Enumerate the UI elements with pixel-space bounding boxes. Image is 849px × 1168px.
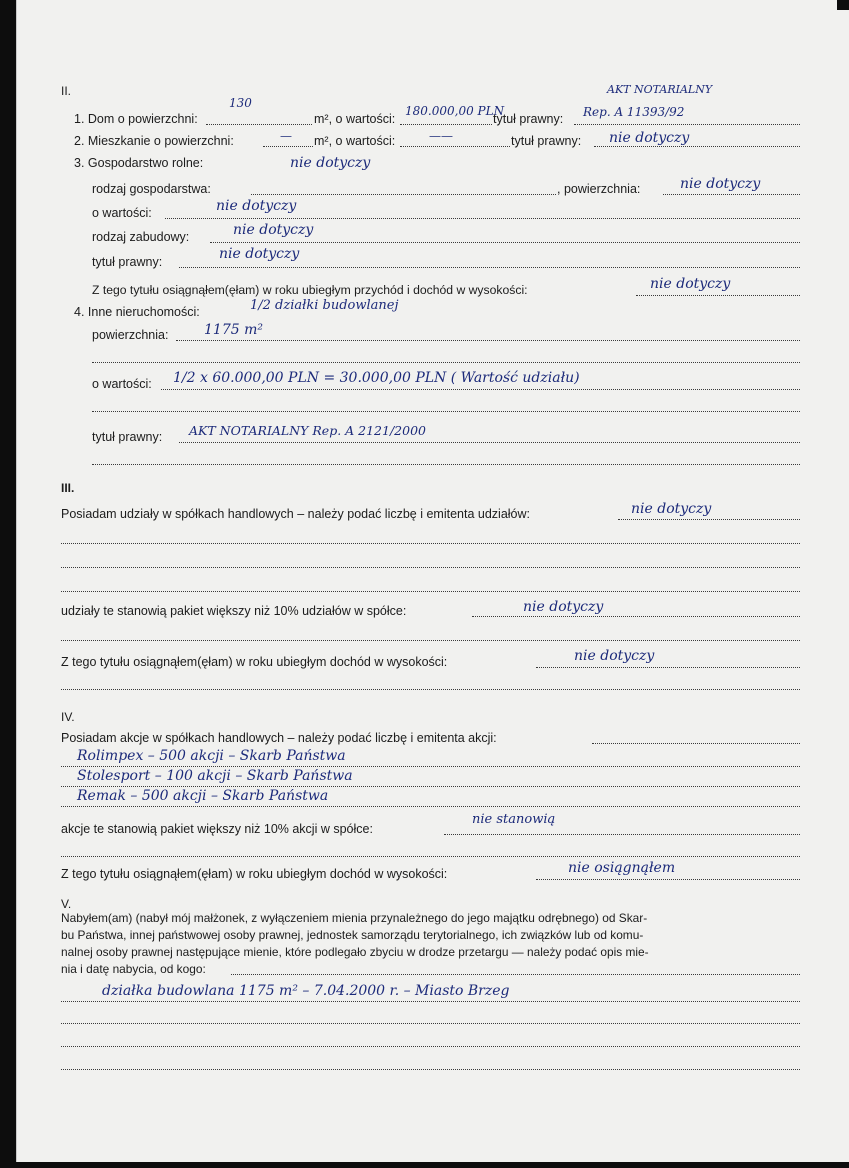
other-area-value: 1175 m² — [204, 322, 263, 338]
house-title-note: AKT NOTARIALNY — [607, 83, 713, 96]
shares-line-4 — [61, 591, 800, 592]
acquisition-line-2 — [61, 1001, 800, 1002]
house-title-line — [574, 124, 800, 125]
scan-corner — [837, 0, 849, 10]
other-property-value: 1/2 działki budowlanej — [250, 298, 399, 313]
stocks-label: Posiadam akcje w spółkach handlowych – należy podać liczbę i emitenta akcji: — [61, 731, 497, 745]
shares-value: nie dotyczy — [631, 501, 712, 517]
shares-label: Posiadam udziały w spółkach handlowych – należy podać liczbę i emitenta udziałów: — [61, 507, 531, 521]
flat-title-line — [594, 146, 800, 147]
house-value-label: m², o wartości: — [314, 112, 396, 126]
other-worth-label: o wartości: — [92, 377, 152, 391]
flat-area-value: — — [280, 129, 292, 143]
house-area-label: 1. Dom o powierzchni: — [74, 112, 198, 126]
acquisition-text-line-4: nia i datę nabycia, od kogo: — [61, 962, 206, 976]
acquisition-text-line-2: bu Państwa, innej państwowej osoby prawnej, jednostek samorządu terytorialnego, ich związków lub od komu- — [61, 928, 644, 942]
other-title-label: tytuł prawny: — [92, 430, 163, 444]
house-area-value: 130 — [229, 96, 252, 110]
stocks-packet-line — [444, 834, 800, 835]
shares-line-3 — [61, 567, 800, 568]
stock-rule-3 — [61, 806, 800, 807]
other-area-line — [176, 340, 800, 341]
stock-line-2: Stolesport – 100 akcji – Skarb Państwa — [77, 768, 353, 784]
other-area-line-2 — [92, 362, 800, 363]
section-iii-numeral: III. — [61, 481, 75, 495]
flat-value-line — [400, 146, 510, 147]
other-worth-line — [161, 389, 800, 390]
document-page — [16, 0, 849, 1162]
shares-income-value: nie dotyczy — [574, 648, 655, 664]
shares-income-line-2 — [61, 689, 800, 690]
flat-title-value: nie dotyczy — [609, 130, 690, 146]
house-title-label: tytuł prawny: — [493, 112, 564, 126]
farm-title-line — [179, 267, 800, 268]
farm-building-label: rodzaj zabudowy: — [92, 230, 190, 244]
section-v-numeral: V. — [61, 897, 72, 911]
other-worth-line-2 — [92, 411, 800, 412]
farm-worth-label: o wartości: — [92, 206, 152, 220]
farm-title-label: tytuł prawny: — [92, 255, 163, 269]
shares-packet-value: nie dotyczy — [523, 599, 604, 615]
stocks-income-label: Z tego tytułu osiągnąłem(ęłam) w roku ubiegłym dochód w wysokości: — [61, 867, 448, 881]
shares-packet-label: udziały te stanowią pakiet większy niż 10% udziałów w spółce: — [61, 604, 407, 618]
other-area-label: powierzchnia: — [92, 328, 169, 342]
stocks-packet-label: akcje te stanowią pakiet większy niż 10% akcji w spółce: — [61, 822, 373, 836]
shares-packet-line-2 — [61, 640, 800, 641]
flat-area-line — [263, 146, 313, 147]
stock-line-3: Remak – 500 akcji – Skarb Państwa — [77, 788, 329, 804]
farm-type-line — [251, 194, 556, 195]
farm-income-label: Z tego tytułu osiągnąłem(ęłam) w roku ubiegłym przychód i dochód w wysokości: — [92, 283, 528, 297]
house-title-value: Rep. A 11393/92 — [583, 105, 685, 119]
farm-area-line — [663, 194, 800, 195]
acquisition-text-line-1: Nabyłem(am) (nabył mój małżonek, z wyłączeniem mienia przynależnego do jego majątku odrębnego) od Skar- — [61, 911, 648, 925]
section-iv-numeral: IV. — [61, 710, 75, 724]
stocks-income-line — [536, 879, 800, 880]
farm-worth-value: nie dotyczy — [216, 198, 297, 214]
other-worth-value: 1/2 x 60.000,00 PLN = 30.000,00 PLN ( Wartość udziału) — [173, 370, 580, 386]
acquisition-line-5 — [61, 1069, 800, 1070]
other-property-label: 4. Inne nieruchomości: — [74, 305, 200, 319]
shares-packet-line — [472, 616, 800, 617]
farm-worth-line — [165, 218, 800, 219]
shares-income-label: Z tego tytułu osiągnąłem(ęłam) w roku ubiegłym dochód w wysokości: — [61, 655, 448, 669]
flat-title-label: tytuł prawny: — [511, 134, 582, 148]
shares-line — [618, 519, 800, 520]
farm-area-label: , powierzchnia: — [557, 182, 641, 196]
stocks-packet-line-2 — [61, 856, 800, 857]
flat-value-label: m², o wartości: — [314, 134, 396, 148]
house-area-line — [206, 124, 312, 125]
farm-title-value: nie dotyczy — [219, 246, 300, 262]
stock-rule-1 — [61, 766, 800, 767]
farm-income-value: nie dotyczy — [650, 276, 731, 292]
stocks-line — [592, 743, 800, 744]
stock-rule-2 — [61, 786, 800, 787]
acquisition-value: działka budowlana 1175 m² – 7.04.2000 r. – Miasto Brzeg — [102, 983, 510, 999]
farm-label: 3. Gospodarstwo rolne: — [74, 156, 204, 170]
acquisition-text-line-3: nalnej osoby prawnej następujące mienie, które podlegało zbyciu w drodze przetargu — należy podać opis mie- — [61, 945, 649, 959]
other-title-line-2 — [92, 464, 800, 465]
flat-value-value: —— — [429, 129, 453, 143]
stock-line-1: Rolimpex – 500 akcji – Skarb Państwa — [77, 748, 346, 764]
stocks-income-value: nie osiągnąłem — [568, 860, 676, 876]
farm-income-line — [636, 295, 800, 296]
shares-income-line — [536, 667, 800, 668]
farm-type-label: rodzaj gospodarstwa: — [92, 182, 211, 196]
farm-building-line — [210, 242, 800, 243]
other-title-line — [179, 442, 800, 443]
farm-value: nie dotyczy — [290, 155, 371, 171]
section-ii-numeral: II. — [61, 84, 72, 98]
other-title-value: AKT NOTARIALNY Rep. A 2121/2000 — [189, 423, 426, 438]
acquisition-line-3 — [61, 1023, 800, 1024]
house-value-line — [400, 124, 492, 125]
acquisition-line — [231, 974, 800, 975]
flat-area-label: 2. Mieszkanie o powierzchni: — [74, 134, 234, 148]
farm-building-value: nie dotyczy — [233, 222, 314, 238]
shares-line-2 — [61, 543, 800, 544]
stocks-packet-value: nie stanowią — [472, 812, 556, 827]
house-value-value: 180.000,00 PLN — [405, 104, 505, 118]
farm-area-value: nie dotyczy — [680, 176, 761, 192]
acquisition-line-4 — [61, 1046, 800, 1047]
